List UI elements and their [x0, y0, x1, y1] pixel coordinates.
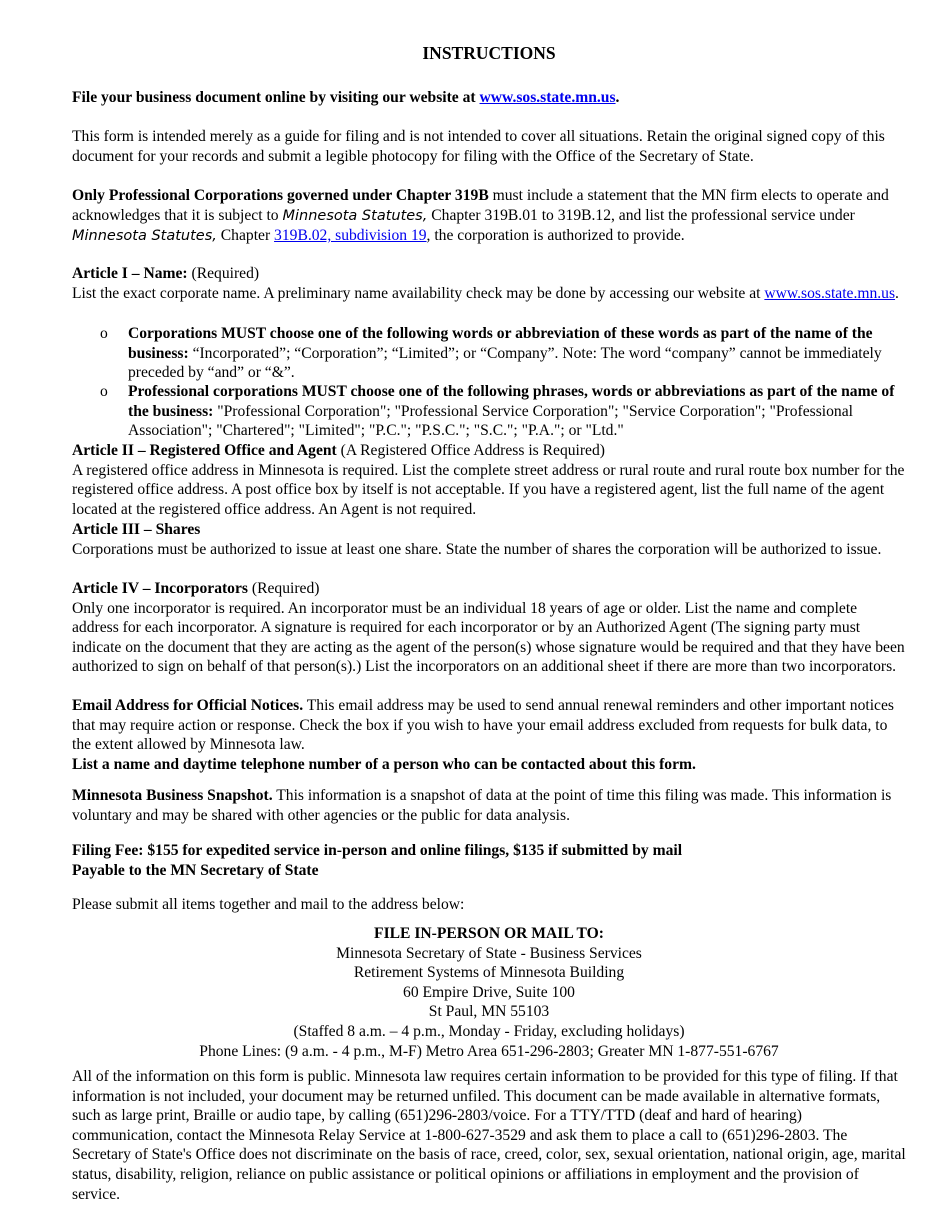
article-3-section: Article III – Shares Corporations must be authorized to issue at least one share. State the number of shares the corporation will be authorized to issue. — [72, 521, 882, 558]
professional-corporations-paragraph: Only Professional Corporations governed under Chapter 319B must include a statement that the MN firm elects to operate and acknowledges that it is subject to Minnesota Statutes, Chapter 319B.01 to 319B.12, and list the professional service under Minnesota Statutes, Chapter 319B.02, subdivision 19, the corporation is authorized to provide. — [72, 187, 889, 245]
filing-fee-section — [72, 841, 906, 880]
office-hours: (Staffed 8 a.m. – 4 p.m., Monday - Friday, excluding holidays) — [293, 1022, 685, 1040]
sos-website-link[interactable]: www.sos.state.mn.us — [479, 89, 616, 106]
professional-name-rule: o Professional corporations MUST choose one of the following phrases, words or abbreviations as part of the name of the business: "Professional Corporation"; "Professional Service Corporation"; "Service Corporation"; "Professional Association"; "Chartered"; "Limited"; "P.C."; "P.S.C."; "S.C."; "P.A."; or "Ltd." — [100, 383, 895, 440]
public-information-paragraph: All of the information on this form is public. Minnesota law requires certain information to be provided for this type of filing. If that information is not included, your document may be returned unfiled. This document can be made available in alternative formats, such as large print, Braille or audio tape, by calling (651)296-2803/voice. For a TTY/TTD (deaf and hard of hearing) communication, contact the Minnesota Relay Service at 1-800-627-3529 and ask them to place a call to (651)296-2803. The Secretary of State's Office does not discriminate on the basis of race, creed, color, sex, sexual orientation, national origin, age, marital status, disability, religion, reliance on public assistance or political opinions or affiliations in employment and the provision of service. — [72, 1068, 906, 1203]
corporation-name-rule: o Corporations MUST choose one of the following words or abbreviation of these words as part of the name of the business: “Incorporated”; “Corporation”; “Limited”; or “Company”. Note: The word “company” cannot be immediately preceded by “and” or “&”. — [100, 325, 882, 382]
address-line: Retirement Systems of Minnesota Building — [353, 964, 625, 982]
article-2-heading: Article II – Registered Office and Agent — [72, 442, 337, 459]
bullet-marker: o — [100, 325, 108, 342]
online-filing-line: File your business document online by visiting our website at www.sos.state.mn.us. — [72, 89, 620, 106]
article-3-heading: Article III – Shares — [72, 521, 201, 538]
address-line: 60 Empire Drive, Suite 100 — [403, 983, 575, 1001]
intro-paragraph: This form is intended merely as a guide for filing and is not intended to cover all situations. Retain the original signed copy of this document for your records and submit a legible photocopy for filing with the Office of the Secretary of State. — [72, 128, 885, 165]
submit-instruction: Please submit all items together and mail to the address below: — [72, 896, 465, 913]
address-line: Minnesota Secretary of State - Business Services — [336, 944, 642, 962]
filing-fee-line: Filing Fee: $155 for expedited service in-person and online filings, $135 if submitted by mail — [72, 842, 683, 859]
payable-line: Payable to the MN Secretary of State — [72, 861, 319, 879]
snapshot-heading: Minnesota Business Snapshot. — [72, 787, 273, 804]
page-title: INSTRUCTIONS — [422, 43, 556, 63]
email-section: Email Address for Official Notices. This email address may be used to send annual renewal reminders and other important notices that may require action or response. Check the box if you wish to have your email address excluded from requests for bulk data, to the extent allowed by Minnesota law. — [72, 697, 894, 754]
snapshot-section: Minnesota Business Snapshot. This information is a snapshot of data at the point of time this filing was made. This information is voluntary and may be shared with other agencies or the public for data analysis. — [72, 787, 892, 824]
statute-319b-link[interactable]: 319B.02, subdivision 19 — [274, 227, 427, 245]
article-1-section: Article I – Name: (Required) List the exact corporate name. A preliminary name availability check may be done by accessing our website at www.sos.state.mn.us. — [72, 265, 899, 302]
contact-instruction: List a name and daytime telephone number of a person who can be contacted about this form. — [72, 756, 696, 773]
mailing-address-block — [72, 924, 906, 1061]
article-2-section: Article II – Registered Office and Agent (A Registered Office Address is Required) A registered office address in Minnesota is required. List the complete street address or rural route and rural route box number for the registered office address. A post office box by itself is not acceptable. If you have a registered agent, list the full name of the agent located at the registered office address. An Agent is not required. — [72, 442, 905, 518]
article-1-heading: Article I – Name: — [72, 265, 188, 282]
article-4-heading: Article IV – Incorporators — [72, 580, 248, 597]
email-heading: Email Address for Official Notices. — [72, 697, 304, 714]
mail-heading: FILE IN-PERSON OR MAIL TO: — [374, 925, 604, 942]
bullet-marker: o — [100, 383, 108, 400]
address-line: St Paul, MN 55103 — [428, 1003, 550, 1021]
phone-lines: Phone Lines: (9 a.m. - 4 p.m., M-F) Metro Area 651-296-2803; Greater MN 1-877-551-6767 — [199, 1042, 779, 1060]
sos-website-link-2[interactable]: www.sos.state.mn.us — [764, 284, 896, 302]
online-filing-text: File your business document online by visiting our website at — [72, 89, 480, 106]
article-4-section: Article IV – Incorporators (Required) Only one incorporator is required. An incorporator must be an individual 18 years of age or older. List the name and complete address for each incorporator. A signature is required for each incorporator or by an Authorized Agent (The signing party must indicate on the document that they are acting as the agent of the person(s) whose signature would be required and that they have been authorized to sign on behalf of that person(s).) List the incorporators on an additional sheet if there are more than two incorporators. — [72, 580, 905, 676]
